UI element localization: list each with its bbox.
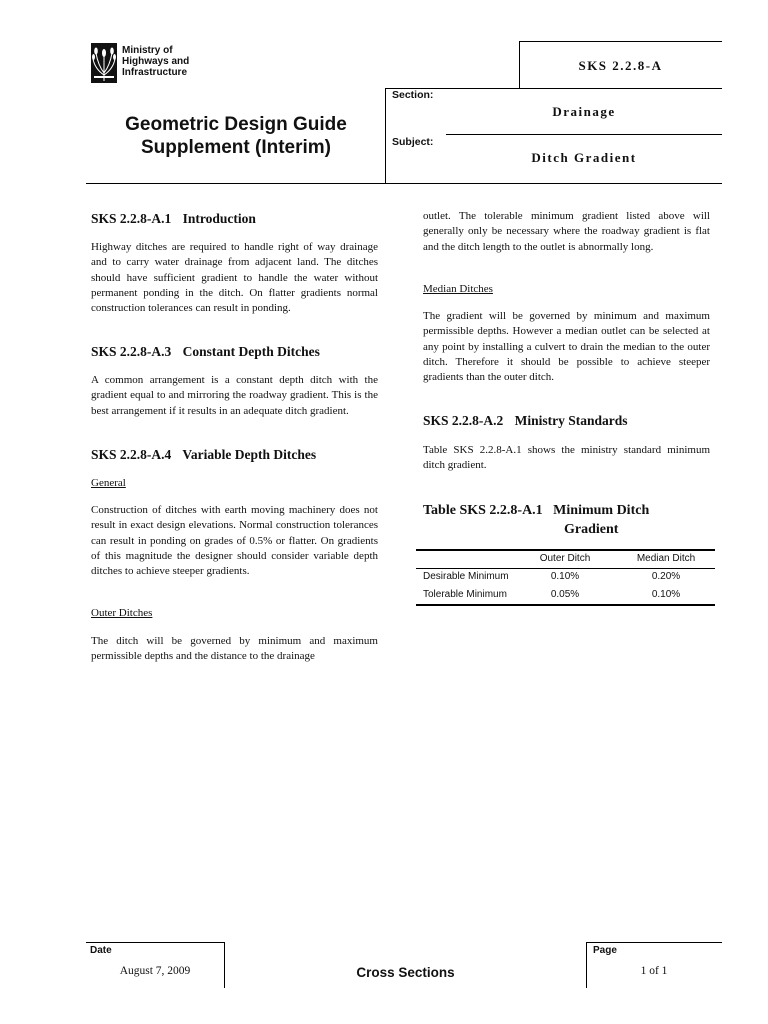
table-cell-label: Tolerable Minimum <box>423 589 507 600</box>
table-header-rule <box>416 568 715 569</box>
table-cell-outer: 0.10% <box>550 571 580 582</box>
table-title-line: Gradient <box>564 522 619 537</box>
general-subheading: General <box>91 477 126 489</box>
section-number: SKS 2.2.8-A.1 <box>91 211 172 226</box>
intro-heading <box>91 211 256 227</box>
section-number: SKS 2.2.8-A.3 <box>91 344 172 359</box>
constant-depth-heading <box>91 344 320 360</box>
document-title <box>86 113 386 159</box>
section-label: Section: <box>392 89 434 101</box>
section-title: Introduction <box>182 211 256 226</box>
document-code: SKS 2.2.8-A <box>578 58 663 73</box>
ministry-name-line: Highways and <box>122 56 190 67</box>
table-title-line: Table SKS 2.2.8-A.1 Minimum Ditch <box>423 503 650 518</box>
median-ditches-subheading: Median Ditches <box>423 283 493 295</box>
ministry-standards-paragraph: Table SKS 2.2.8-A.1 shows the ministry standard minimum ditch gradient. <box>423 444 710 472</box>
footer-date-rule <box>86 942 225 943</box>
section-title: Constant Depth Ditches <box>182 344 320 359</box>
header-box-divider <box>385 88 722 89</box>
section-subject-divider <box>446 134 722 135</box>
ministry-standards-heading <box>423 413 628 429</box>
footer-date-value: August 7, 2009 <box>119 965 191 977</box>
section-number: SKS 2.2.8-A.4 <box>91 447 172 462</box>
ministry-logo <box>91 43 117 83</box>
table-row <box>416 571 715 585</box>
footer-page-rule <box>586 942 722 943</box>
table-title <box>423 501 710 539</box>
section-number: SKS 2.2.8-A.2 <box>423 413 504 428</box>
median-ditches-paragraph: The gradient will be governed by minimum and maximum permissible depths. However a median outlet can be selected at any point by installing a culvert to drain the median to the outer ditch. Therefore it should be possible to achieve steeper gradients than the outer ditch. <box>423 310 710 384</box>
general-paragraph: Construction of ditches with earth moving machinery does not result in exact design elevations. Normal construction tolerances can result in ponding on grades of 0.5% or flatter. On gradients of this magnitude the designer should consider variable depth ditches to achieve steeper gradients. <box>91 504 378 578</box>
footer-page-label: Page <box>593 945 617 956</box>
wheat-sheaf-icon <box>91 43 117 83</box>
outer-ditches-paragraph: The ditch will be governed by minimum and maximum permissible depths and the distance to the drainage <box>91 635 378 663</box>
table-header-median-ditch: Median Ditch <box>636 553 696 564</box>
table-cell-median: 0.10% <box>651 589 681 600</box>
footer-date-label: Date <box>90 945 112 956</box>
header-box-top <box>519 41 722 42</box>
table-cell-label: Desirable Minimum <box>423 571 509 582</box>
outer-ditches-continued-paragraph: outlet. The tolerable minimum gradient listed above will generally only be necessary where the roadway gradient is flat and the ditch length to the outlet is abnormally long. <box>423 210 710 253</box>
header-column-divider <box>385 88 386 184</box>
ministry-name-line: Ministry of <box>122 45 173 56</box>
outer-ditches-subheading: Outer Ditches <box>91 607 153 619</box>
intro-paragraph: Highway ditches are required to handle right of way drainage and to carry water drainage from adjacent land. The ditches should have sufficient gradient to handle the water without permanent ponding in the ditch. On flatter gradients normal construction tolerances can result in ponding. <box>91 241 378 315</box>
section-value: Drainage <box>552 104 616 119</box>
subject-value: Ditch Gradient <box>531 150 637 165</box>
table-header-outer-ditch: Outer Ditch <box>539 553 591 564</box>
document-title-line: Geometric Design Guide <box>125 114 347 135</box>
table-cell-median: 0.20% <box>651 571 681 582</box>
footer-chapter-title: Cross Sections <box>356 965 455 980</box>
header-bottom-rule <box>86 183 722 184</box>
section-title: Variable Depth Ditches <box>182 447 317 462</box>
section-title: Ministry Standards <box>514 413 628 428</box>
document-title-line: Supplement (Interim) <box>140 137 331 158</box>
variable-depth-heading <box>91 447 316 463</box>
ministry-name-line: Infrastructure <box>122 67 188 78</box>
table-row <box>416 589 715 603</box>
footer-page-value: 1 of 1 <box>640 965 668 977</box>
table-bottom-rule <box>416 604 715 606</box>
table-cell-outer: 0.05% <box>550 589 580 600</box>
table-top-rule <box>416 549 715 551</box>
ministry-name <box>122 45 189 78</box>
table-header-row <box>416 553 715 567</box>
subject-label: Subject: <box>392 136 434 148</box>
constant-depth-paragraph: A common arrangement is a constant depth ditch with the gradient equal to and mirroring the roadway gradient. This is the best arrangement if it results in an adequate ditch gradient. <box>91 374 378 417</box>
